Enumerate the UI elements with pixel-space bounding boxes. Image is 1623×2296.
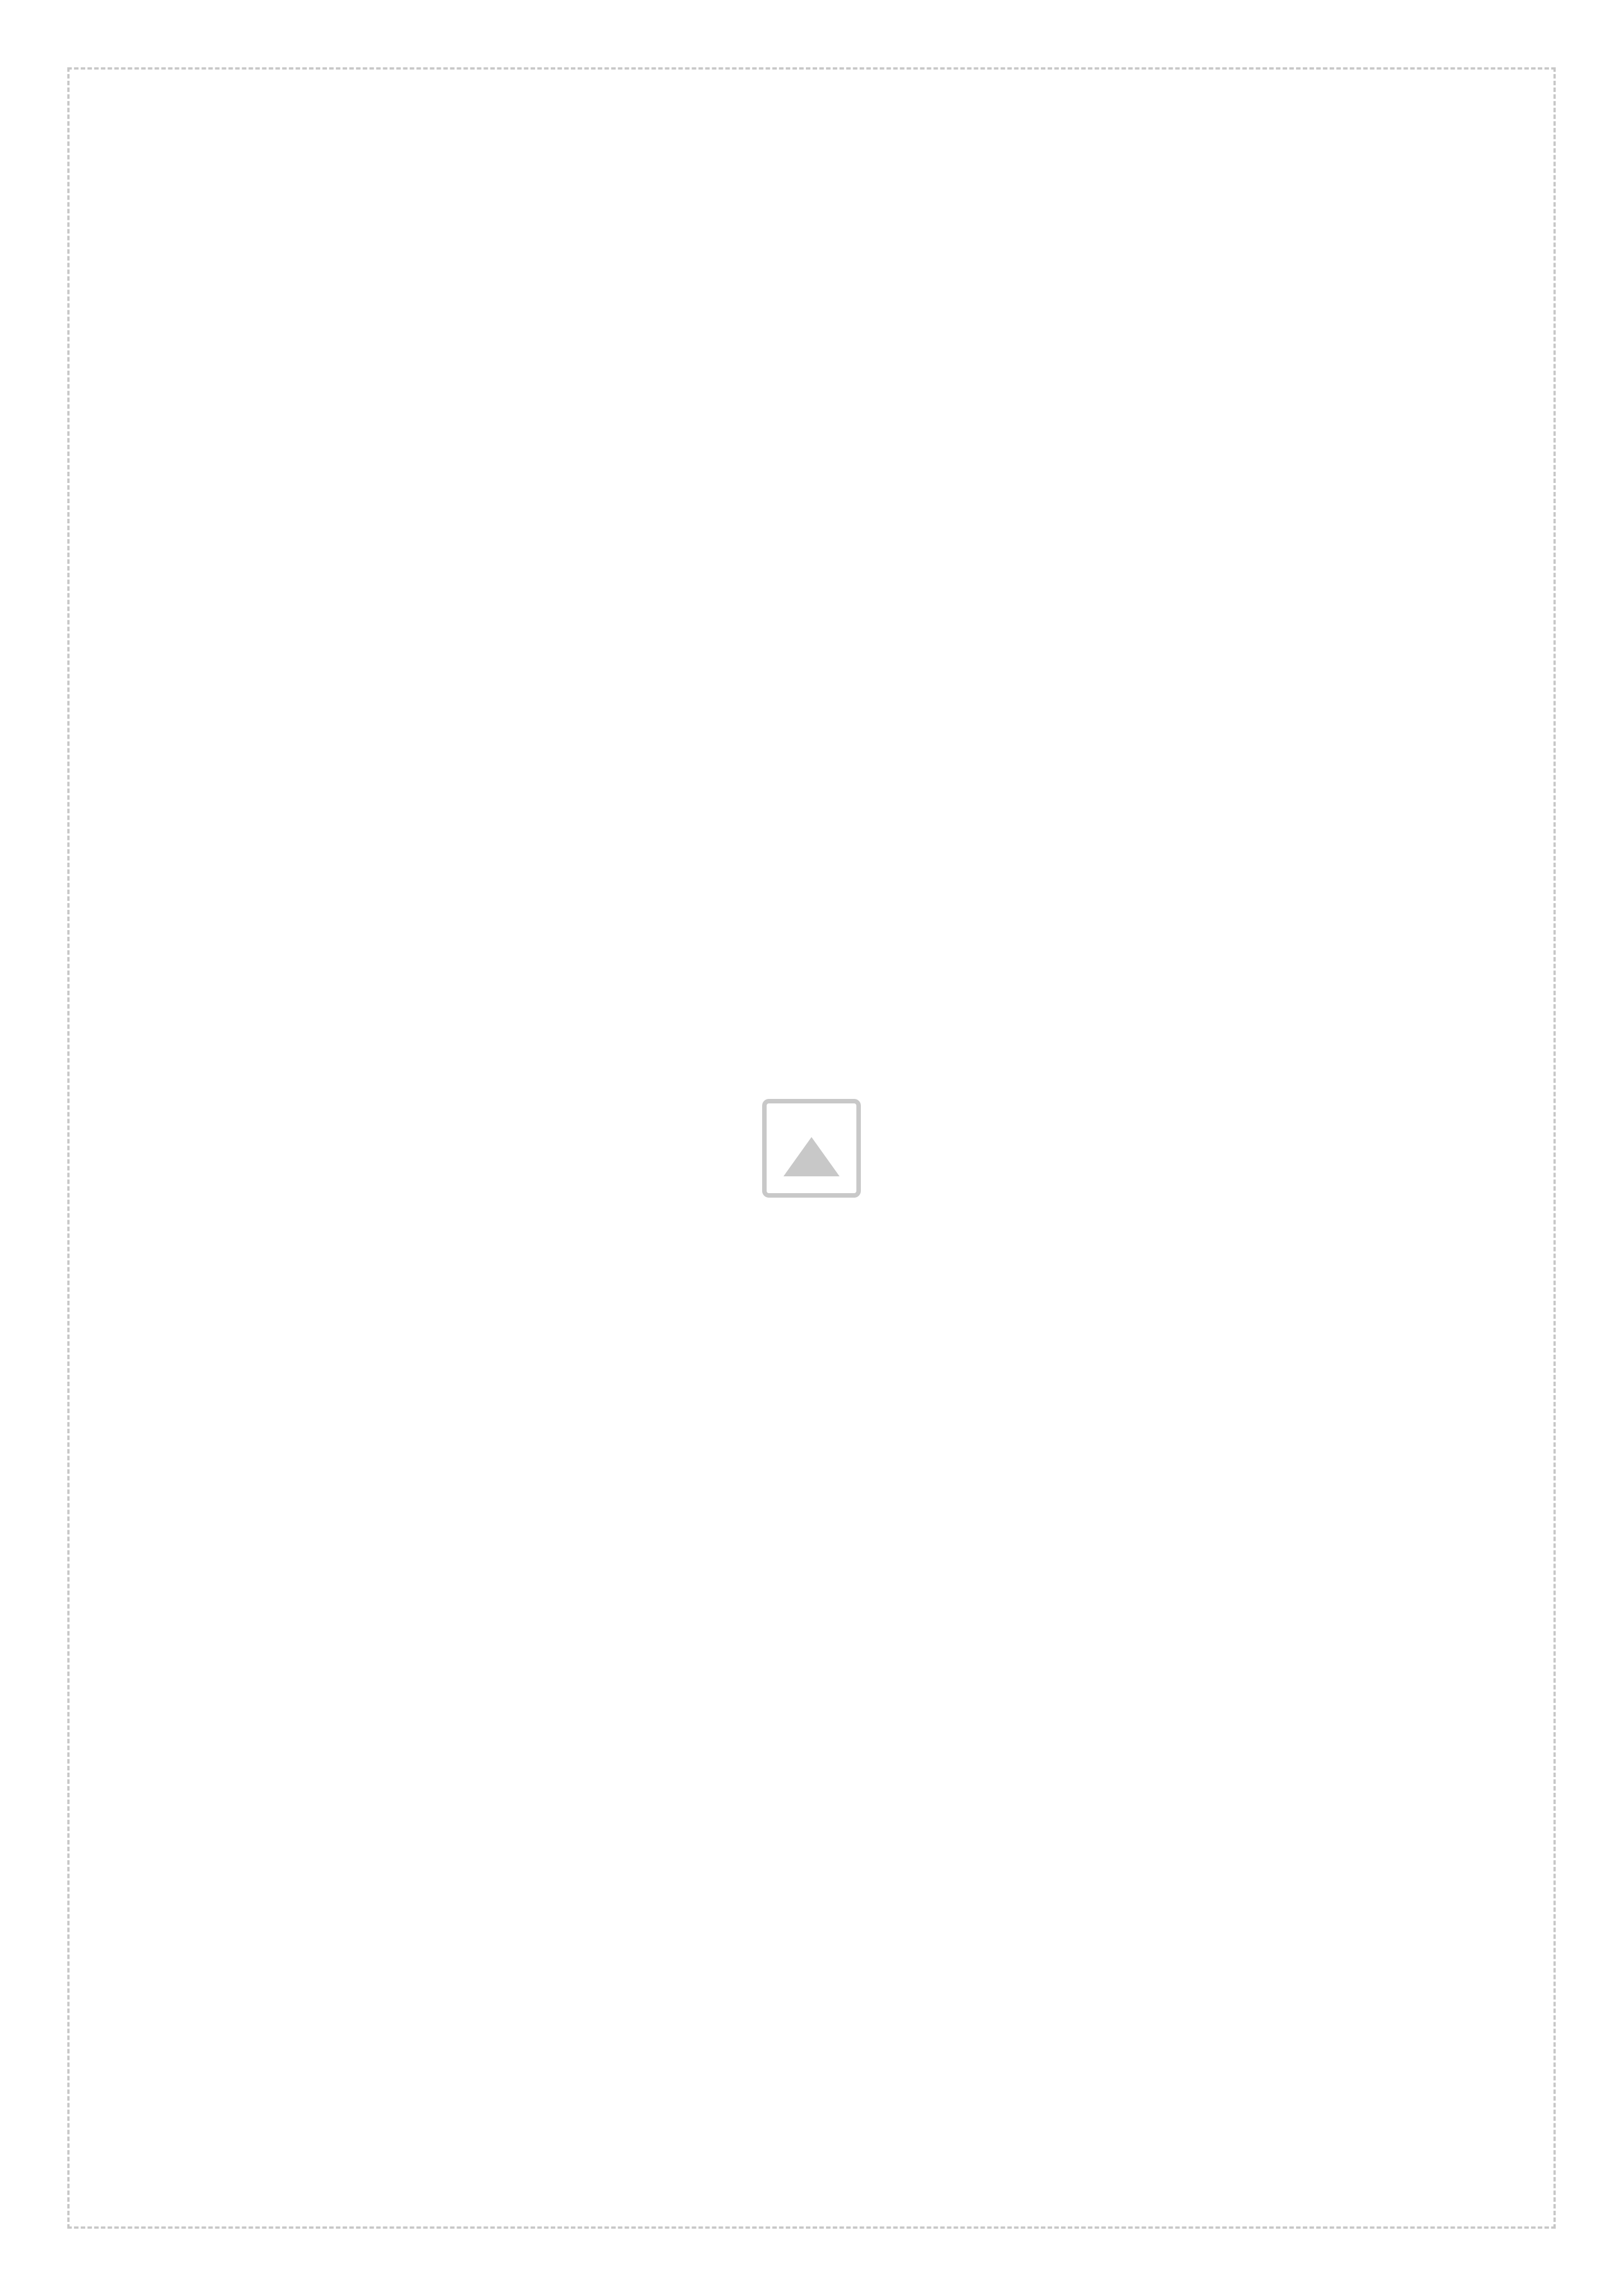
image-icon (762, 1099, 861, 1198)
missing-screenshot-area (67, 67, 1556, 2229)
